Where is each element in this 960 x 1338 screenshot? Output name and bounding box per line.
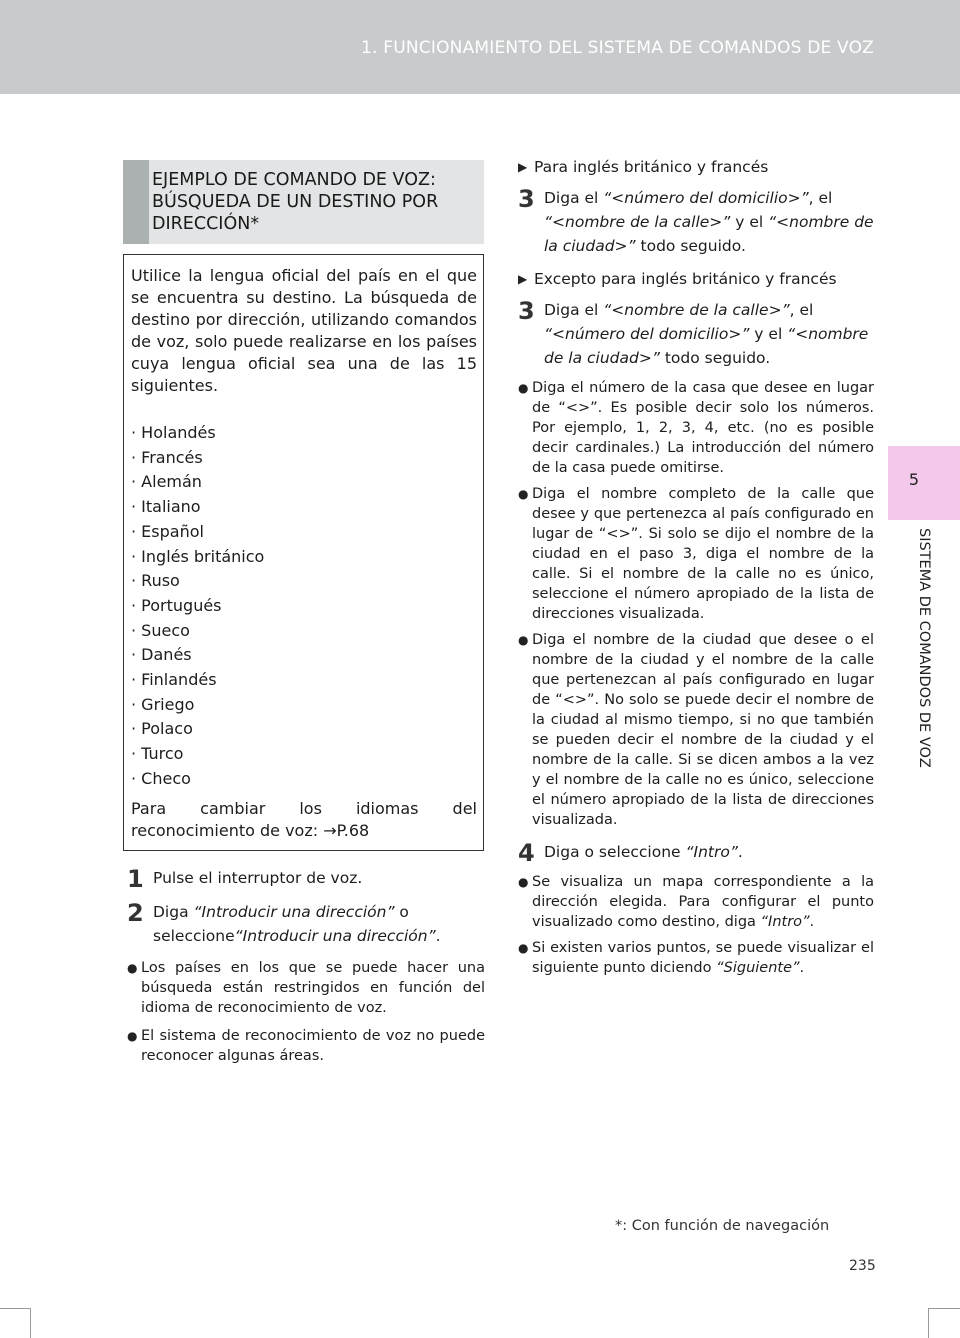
text-run: Diga: [153, 903, 194, 921]
language-item: · Checo: [131, 768, 191, 788]
step-2: [127, 900, 485, 948]
page-number: 235: [849, 1258, 876, 1274]
subheading: [518, 156, 874, 178]
text-run: y el: [749, 325, 788, 343]
text-run: .: [809, 914, 815, 930]
info-box-intro: Utilice la lengua oficial del país en el que se encuentra su destino. La búsqueda de destino por dirección, utilizando comandos de voz, solo puede realizarse en los países cuya lengua oficial sea una de las 15 siguientes.: [131, 266, 477, 395]
command-phrase: “Introducir una dirección”: [193, 903, 395, 921]
bullet-text: El sistema de reconocimiento de voz no puede reconocer algunas áreas.: [141, 1028, 485, 1064]
step-number: 1: [127, 865, 144, 893]
text-run: , el: [808, 189, 833, 207]
language-list: [131, 421, 471, 792]
step-number: 2: [127, 899, 144, 927]
command-phrase: “<número del domicilio>”: [603, 189, 809, 207]
language-item: · Finlandés: [131, 670, 217, 690]
bullet-text: Los países en los que se puede hacer una búsqueda están restringidos en función del idioma de reconocimiento de voz.: [141, 960, 485, 1016]
bullet-dot-icon: ●: [518, 487, 529, 501]
page-header: [0, 0, 960, 94]
chapter-side-label: [904, 528, 938, 828]
step-text: Pulse el interruptor de voz.: [153, 869, 363, 887]
step-3a: [518, 186, 874, 258]
command-phrase: “<nombre de la ciudad>”: [544, 325, 869, 367]
info-box: [123, 254, 484, 851]
step-3b: [518, 298, 874, 370]
language-item: · Inglés británico: [131, 546, 265, 566]
footnote: *: Con función de navegación: [615, 1218, 830, 1234]
text-run: o seleccione: [153, 903, 409, 945]
bullet-item: [518, 938, 874, 978]
triangle-icon: ▶: [518, 272, 528, 286]
text-run: .: [799, 960, 805, 976]
heading-bar: [123, 160, 149, 244]
language-item: · Polaco: [131, 719, 193, 739]
step-text: [544, 186, 874, 258]
language-item: · Español: [131, 521, 204, 541]
section-heading-box: [123, 160, 484, 244]
triangle-icon: ▶: [518, 160, 528, 174]
command-phrase: “Introducir una dirección”: [234, 927, 436, 945]
bullet-dot-icon: ●: [127, 1029, 138, 1043]
step-number: 3: [518, 297, 535, 325]
bullet-text: [532, 872, 874, 932]
bullet-dot-icon: ●: [518, 941, 529, 955]
bullet-item: [127, 958, 485, 1018]
language-item: · Alemán: [131, 472, 202, 492]
chapter-number: 5: [908, 470, 920, 489]
bullet-item: [518, 484, 874, 624]
language-item: · Ruso: [131, 571, 180, 591]
bullet-item: [518, 378, 874, 478]
command-phrase: “<número del domicilio>”: [544, 325, 750, 343]
text-run: .: [435, 927, 441, 945]
bullet-item: [518, 872, 874, 932]
text-run: Si existen varios puntos, se puede visualizar el siguiente punto diciendo: [532, 940, 874, 976]
bullet-dot-icon: ●: [518, 381, 529, 395]
text-run: , el: [789, 301, 814, 319]
bullet-text: Diga el número de la casa que desee en lugar de “<>”. Es posible decir solo los números. Por ejemplo, 1, 2, 3, 4, etc. (no es posible decir cardinales.) La introducción del número de la casa puede omitirse.: [532, 380, 874, 476]
step-text: [544, 298, 874, 370]
bullet-item: [127, 1026, 485, 1066]
step-number: 3: [518, 185, 535, 213]
crop-mark: [0, 1308, 30, 1309]
bullet-text: [532, 938, 874, 978]
language-item: · Danés: [131, 645, 192, 665]
section-heading: EJEMPLO DE COMANDO DE VOZ: BÚSQUEDA DE UN DESTINO POR DIRECCIÓN*: [152, 170, 439, 234]
step-text: [544, 840, 874, 864]
left-column: [127, 866, 485, 1066]
info-box-reference: Para cambiar los idiomas del reconocimiento de voz: →P.68: [131, 799, 477, 840]
language-item: · Griego: [131, 694, 195, 714]
subheading: [518, 268, 874, 290]
subheading-text: Excepto para inglés británico y francés: [534, 270, 837, 288]
step-4: [518, 840, 874, 866]
subheading-text: Para inglés británico y francés: [534, 158, 769, 176]
command-phrase: “Intro”: [760, 914, 810, 930]
text-run: .: [737, 843, 743, 861]
command-phrase: “Intro”: [685, 843, 738, 861]
language-item: · Francés: [131, 447, 203, 467]
language-item: · Italiano: [131, 497, 201, 517]
bullet-dot-icon: ●: [518, 633, 529, 647]
crop-mark: [928, 1308, 929, 1338]
bullet-dot-icon: ●: [127, 961, 138, 975]
command-phrase: “Siguiente”: [716, 960, 800, 976]
language-item: · Turco: [131, 744, 184, 764]
text-run: Se visualiza un mapa correspondiente a la dirección elegida. Para configurar el punto visualizado como destino, diga: [532, 874, 874, 930]
command-phrase: “<nombre de la calle>”: [544, 213, 731, 231]
step-1: [127, 866, 485, 892]
bullet-text: Diga el nombre completo de la calle que desee y que pertenezca al país configurado en lugar de “<>”. Si solo se dijo el nombre de la ciudad en el paso 3, diga el nombre de la calle. Si el nombre de la calle no es único, seleccione el número apropiado de la lista de direcciones visualizada.: [532, 486, 874, 622]
step-number: 4: [518, 839, 535, 867]
language-item: · Sueco: [131, 620, 190, 640]
bullet-text: Diga el nombre de la ciudad que desee o el nombre de la ciudad y el nombre de la calle que pertenezcan al país configurado en lugar de “<>”. No solo se puede decir el nombre de la ciudad al mismo tiempo, si no que también se pueden decir el nombre de la ciudad y el nombre de la calle. Si se dicen ambos a la vez y el nombre de la calle no es único, seleccione el número apropiado de la lista de direcciones visualizada.: [532, 632, 874, 828]
text-run: Diga o seleccione: [544, 843, 686, 861]
text-run: todo seguido.: [659, 349, 771, 367]
crop-mark: [30, 1308, 31, 1338]
command-phrase: “<nombre de la ciudad>”: [544, 213, 874, 255]
language-item: · Portugués: [131, 595, 222, 615]
chapter-label: SISTEMA DE COMANDOS DE VOZ: [916, 528, 932, 768]
bullet-item: [518, 630, 874, 830]
text-run: todo seguido.: [635, 237, 746, 255]
text-run: y el: [730, 213, 769, 231]
chapter-tab: [888, 446, 960, 520]
step-text: [153, 900, 485, 948]
text-run: Diga el: [544, 301, 604, 319]
crop-mark: [928, 1308, 960, 1309]
right-column: [518, 156, 874, 978]
header-title: 1. FUNCIONAMIENTO DEL SISTEMA DE COMANDOS DE VOZ: [361, 38, 874, 58]
text-run: Diga el: [544, 189, 604, 207]
command-phrase: “<nombre de la calle>”: [603, 301, 790, 319]
bullet-dot-icon: ●: [518, 875, 529, 889]
language-item: · Holandés: [131, 423, 216, 442]
